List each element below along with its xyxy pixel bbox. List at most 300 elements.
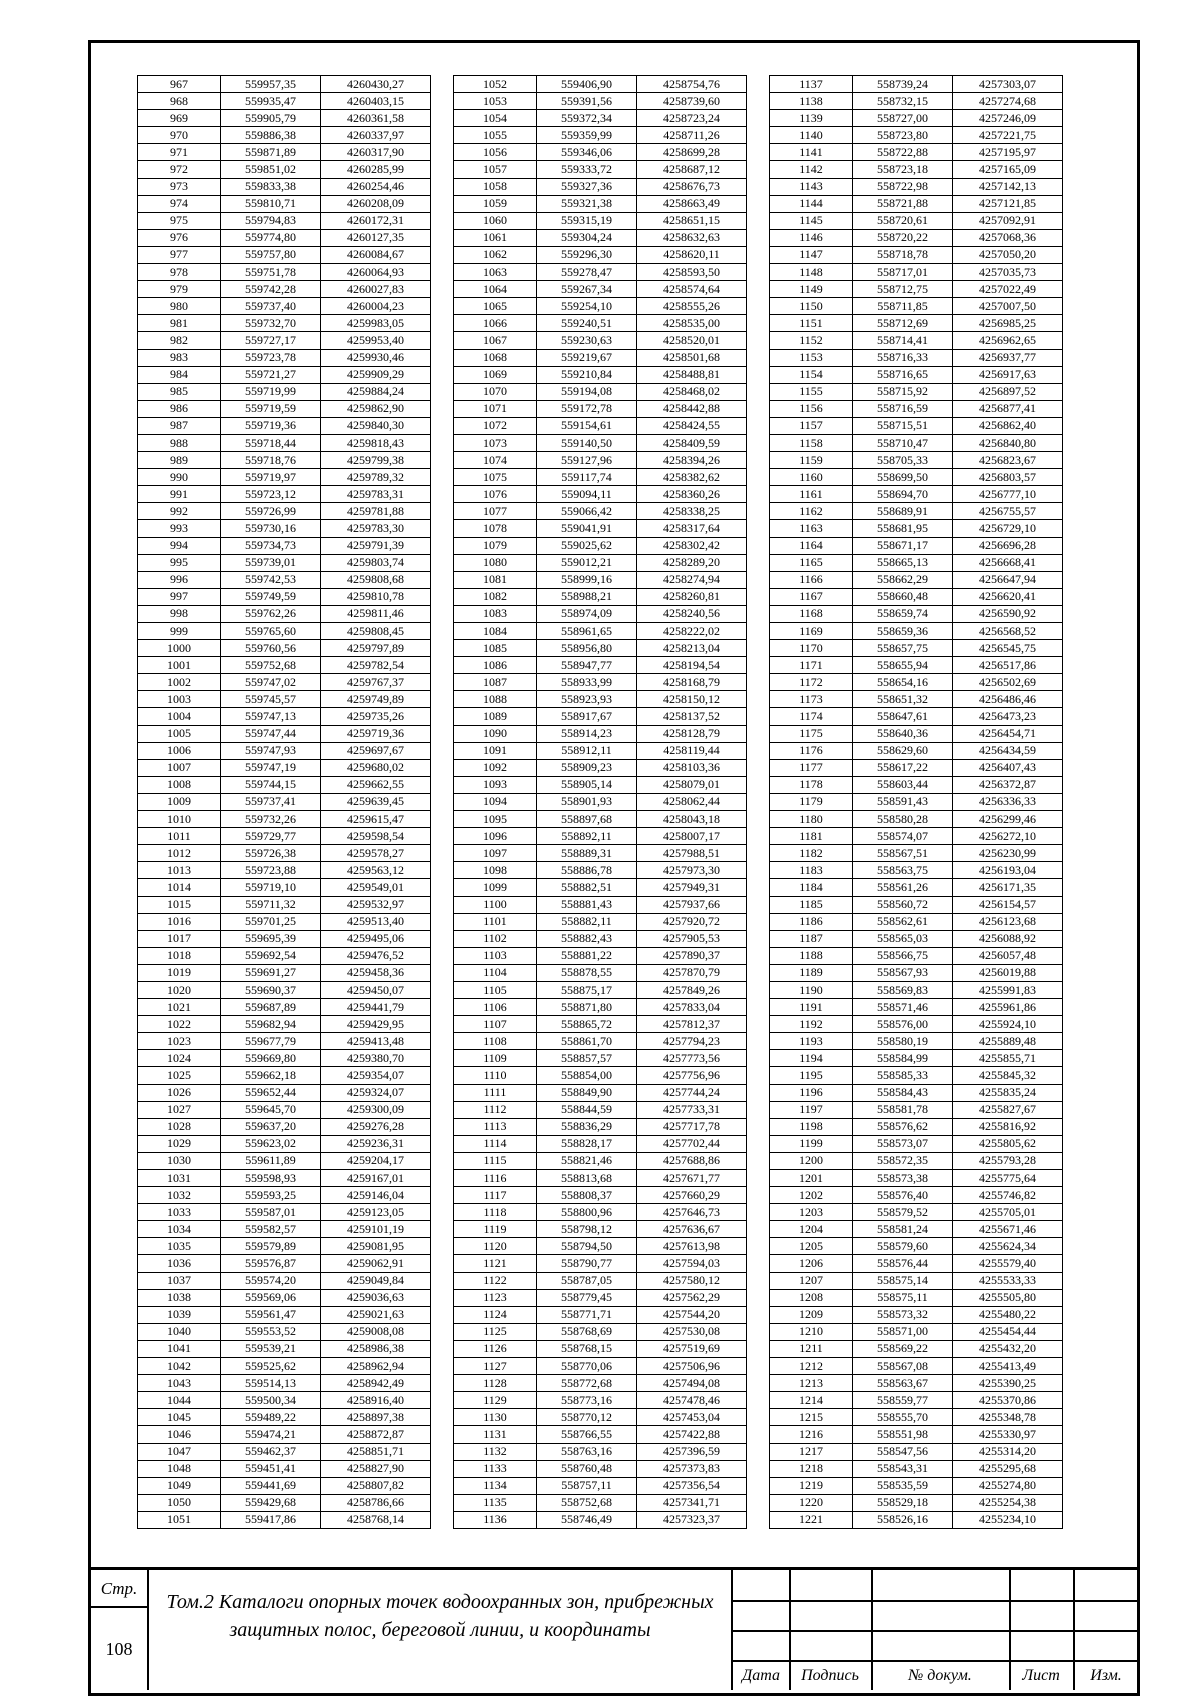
point-number: 1201: [770, 1170, 853, 1187]
x-coordinate: 558659,74: [853, 605, 953, 622]
x-coordinate: 558716,65: [853, 366, 953, 383]
table-row: [770, 828, 1063, 845]
x-coordinate: 559240,51: [537, 315, 637, 332]
point-number: 1024: [138, 1050, 221, 1067]
point-number: 1064: [454, 281, 537, 298]
table-row: [454, 811, 747, 828]
x-coordinate: 558555,70: [853, 1409, 953, 1426]
table-row: [454, 1204, 747, 1221]
x-coordinate: 559757,80: [221, 246, 321, 263]
table-row: [454, 1289, 747, 1306]
x-coordinate: 558878,55: [537, 964, 637, 981]
y-coordinate: 4258872,87: [321, 1426, 431, 1443]
y-coordinate: 4259719,36: [321, 725, 431, 742]
point-number: 1108: [454, 1033, 537, 1050]
y-coordinate: 4258768,14: [321, 1511, 431, 1528]
point-number: 1123: [454, 1289, 537, 1306]
point-number: 1094: [454, 793, 537, 810]
y-coordinate: 4257717,78: [637, 1118, 747, 1135]
x-coordinate: 558562,61: [853, 913, 953, 930]
x-coordinate: 559094,11: [537, 486, 637, 503]
x-coordinate: 559719,99: [221, 383, 321, 400]
table-row: [454, 298, 747, 315]
y-coordinate: 4259639,45: [321, 793, 431, 810]
point-number: 1060: [454, 212, 537, 229]
point-number: 1105: [454, 981, 537, 998]
x-coordinate: 559730,16: [221, 520, 321, 537]
table-row: [138, 1255, 431, 1272]
table-row: [138, 469, 431, 486]
table-row: [138, 571, 431, 588]
point-number: 993: [138, 520, 221, 537]
table-row: [138, 1340, 431, 1357]
x-coordinate: 559695,39: [221, 930, 321, 947]
x-coordinate: 559727,17: [221, 332, 321, 349]
table-row: [770, 1255, 1063, 1272]
table-row: [454, 896, 747, 913]
table-row: [454, 725, 747, 742]
point-number: 1038: [138, 1289, 221, 1306]
point-number: 1014: [138, 879, 221, 896]
point-number: 1140: [770, 127, 853, 144]
y-coordinate: 4259791,39: [321, 537, 431, 554]
table-row: [138, 1067, 431, 1084]
y-coordinate: 4256755,57: [953, 503, 1063, 520]
y-coordinate: 4255827,67: [953, 1101, 1063, 1118]
y-coordinate: 4256454,71: [953, 725, 1063, 742]
table-row: [770, 793, 1063, 810]
y-coordinate: 4258213,04: [637, 640, 747, 657]
x-coordinate: 558551,98: [853, 1426, 953, 1443]
sheet-column-label: Лист: [1022, 1667, 1060, 1684]
table-row: [138, 588, 431, 605]
x-coordinate: 559127,96: [537, 452, 637, 469]
point-number: 1154: [770, 366, 853, 383]
point-number: 1034: [138, 1221, 221, 1238]
point-number: 1203: [770, 1204, 853, 1221]
y-coordinate: 4260430,27: [321, 76, 431, 93]
table-row: [770, 1358, 1063, 1375]
x-coordinate: 558711,85: [853, 298, 953, 315]
x-coordinate: 558912,11: [537, 742, 637, 759]
y-coordinate: 4260285,99: [321, 161, 431, 178]
y-coordinate: 4258424,55: [637, 417, 747, 434]
point-number: 1012: [138, 845, 221, 862]
y-coordinate: 4256336,33: [953, 793, 1063, 810]
x-coordinate: 558526,16: [853, 1511, 953, 1528]
point-number: 1001: [138, 657, 221, 674]
table-row: [770, 161, 1063, 178]
point-number: 1069: [454, 366, 537, 383]
document-number-column-label: № докум.: [908, 1667, 972, 1684]
y-coordinate: 4257341,71: [637, 1494, 747, 1511]
y-coordinate: 4256862,40: [953, 417, 1063, 434]
x-coordinate: 559669,80: [221, 1050, 321, 1067]
point-number: 1023: [138, 1033, 221, 1050]
table-row: [138, 1152, 431, 1169]
x-coordinate: 559833,38: [221, 178, 321, 195]
x-coordinate: 558897,68: [537, 811, 637, 828]
point-number: 971: [138, 144, 221, 161]
table-row: [770, 999, 1063, 1016]
x-coordinate: 558861,70: [537, 1033, 637, 1050]
table-row: [138, 366, 431, 383]
y-coordinate: 4258723,24: [637, 110, 747, 127]
y-coordinate: 4257022,49: [953, 281, 1063, 298]
table-row: [770, 1204, 1063, 1221]
y-coordinate: 4259840,30: [321, 417, 431, 434]
x-coordinate: 558715,51: [853, 417, 953, 434]
point-number: 1153: [770, 349, 853, 366]
y-coordinate: 4257506,96: [637, 1358, 747, 1375]
point-number: 1219: [770, 1477, 853, 1494]
point-number: 1120: [454, 1238, 537, 1255]
y-coordinate: 4260254,46: [321, 178, 431, 195]
y-coordinate: 4255671,46: [953, 1221, 1063, 1238]
point-number: 1199: [770, 1135, 853, 1152]
table-row: [770, 623, 1063, 640]
table-row: [454, 657, 747, 674]
point-number: 1164: [770, 537, 853, 554]
point-number: 1004: [138, 708, 221, 725]
point-number: 1061: [454, 229, 537, 246]
table-row: [454, 776, 747, 793]
point-number: 1139: [770, 110, 853, 127]
point-number: 997: [138, 588, 221, 605]
y-coordinate: 4257303,07: [953, 76, 1063, 93]
point-number: 1015: [138, 896, 221, 913]
point-number: 1180: [770, 811, 853, 828]
y-coordinate: 4259781,88: [321, 503, 431, 520]
x-coordinate: 559752,68: [221, 657, 321, 674]
x-coordinate: 559278,47: [537, 264, 637, 281]
table-row: [770, 229, 1063, 246]
table-row: [138, 828, 431, 845]
table-row: [138, 1033, 431, 1050]
point-number: 1016: [138, 913, 221, 930]
x-coordinate: 559747,02: [221, 674, 321, 691]
signature-column-label: Подпись: [801, 1667, 859, 1684]
x-coordinate: 558671,17: [853, 537, 953, 554]
x-coordinate: 558694,70: [853, 486, 953, 503]
table-row: [138, 879, 431, 896]
y-coordinate: 4258827,90: [321, 1460, 431, 1477]
table-row: [454, 1152, 747, 1169]
x-coordinate: 558569,22: [853, 1340, 953, 1357]
point-number: 1192: [770, 1016, 853, 1033]
x-coordinate: 558603,44: [853, 776, 953, 793]
x-coordinate: 559474,21: [221, 1426, 321, 1443]
table-row: [454, 1306, 747, 1323]
point-number: 1144: [770, 195, 853, 212]
point-number: 1142: [770, 161, 853, 178]
table-row: [454, 1067, 747, 1084]
point-number: 1037: [138, 1272, 221, 1289]
grid-row-line: [733, 1630, 1139, 1632]
y-coordinate: 4258676,73: [637, 178, 747, 195]
y-coordinate: 4259983,05: [321, 315, 431, 332]
y-coordinate: 4256299,46: [953, 811, 1063, 828]
y-coordinate: 4256154,57: [953, 896, 1063, 913]
point-number: 1167: [770, 588, 853, 605]
x-coordinate: 558580,19: [853, 1033, 953, 1050]
table-row: [770, 1016, 1063, 1033]
y-coordinate: 4258555,26: [637, 298, 747, 315]
y-coordinate: 4258137,52: [637, 708, 747, 725]
y-coordinate: 4256230,99: [953, 845, 1063, 862]
point-number: 972: [138, 161, 221, 178]
x-coordinate: 559066,42: [537, 503, 637, 520]
point-number: 1168: [770, 605, 853, 622]
x-coordinate: 558705,33: [853, 452, 953, 469]
point-number: 1181: [770, 828, 853, 845]
x-coordinate: 559744,15: [221, 776, 321, 793]
table-row: [770, 1443, 1063, 1460]
x-coordinate: 559429,68: [221, 1494, 321, 1511]
table-row: [138, 1494, 431, 1511]
point-number: 983: [138, 349, 221, 366]
point-number: 1040: [138, 1323, 221, 1340]
point-number: 970: [138, 127, 221, 144]
table-row: [454, 1375, 747, 1392]
table-row: [454, 1118, 747, 1135]
point-number: 1159: [770, 452, 853, 469]
table-row: [770, 862, 1063, 879]
y-coordinate: 4256434,59: [953, 742, 1063, 759]
table-row: [138, 264, 431, 281]
table-row: [138, 845, 431, 862]
x-coordinate: 559154,61: [537, 417, 637, 434]
table-row: [770, 1460, 1063, 1477]
y-coordinate: 4257773,56: [637, 1050, 747, 1067]
table-row: [138, 1392, 431, 1409]
y-coordinate: 4258442,88: [637, 400, 747, 417]
x-coordinate: 558947,77: [537, 657, 637, 674]
point-number: 992: [138, 503, 221, 520]
x-coordinate: 558974,09: [537, 605, 637, 622]
x-coordinate: 558665,13: [853, 554, 953, 571]
x-coordinate: 558881,43: [537, 896, 637, 913]
y-coordinate: 4255991,83: [953, 981, 1063, 998]
x-coordinate: 558716,59: [853, 400, 953, 417]
x-coordinate: 559742,53: [221, 571, 321, 588]
x-coordinate: 558560,72: [853, 896, 953, 913]
table-row: [454, 1358, 747, 1375]
x-coordinate: 558567,08: [853, 1358, 953, 1375]
point-number: 1033: [138, 1204, 221, 1221]
y-coordinate: 4256668,41: [953, 554, 1063, 571]
x-coordinate: 559747,93: [221, 742, 321, 759]
point-number: 1171: [770, 657, 853, 674]
x-coordinate: 559677,79: [221, 1033, 321, 1050]
table-row: [454, 212, 747, 229]
y-coordinate: 4258851,71: [321, 1443, 431, 1460]
point-number: 1204: [770, 1221, 853, 1238]
point-number: 1067: [454, 332, 537, 349]
table-row: [770, 1306, 1063, 1323]
table-row: [138, 947, 431, 964]
point-number: 1127: [454, 1358, 537, 1375]
y-coordinate: 4256590,92: [953, 605, 1063, 622]
table-row: [770, 1238, 1063, 1255]
y-coordinate: 4255432,20: [953, 1340, 1063, 1357]
grid-row-line: [733, 1600, 1139, 1602]
y-coordinate: 4259680,02: [321, 759, 431, 776]
table-row: [454, 144, 747, 161]
x-coordinate: 559406,90: [537, 76, 637, 93]
point-number: 1053: [454, 93, 537, 110]
x-coordinate: 558752,68: [537, 1494, 637, 1511]
table-row: [454, 708, 747, 725]
x-coordinate: 559359,99: [537, 127, 637, 144]
point-number: 1157: [770, 417, 853, 434]
y-coordinate: 4259495,06: [321, 930, 431, 947]
point-number: 1176: [770, 742, 853, 759]
y-coordinate: 4255816,92: [953, 1118, 1063, 1135]
table-row: [454, 195, 747, 212]
table-row: [770, 1101, 1063, 1118]
x-coordinate: 558575,14: [853, 1272, 953, 1289]
y-coordinate: 4257937,66: [637, 896, 747, 913]
point-number: 1146: [770, 229, 853, 246]
point-number: 989: [138, 452, 221, 469]
y-coordinate: 4259563,12: [321, 862, 431, 879]
point-number: 1017: [138, 930, 221, 947]
point-number: 1076: [454, 486, 537, 503]
point-number: 1145: [770, 212, 853, 229]
x-coordinate: 558579,52: [853, 1204, 953, 1221]
x-coordinate: 558572,35: [853, 1152, 953, 1169]
table-row: [138, 640, 431, 657]
table-row: [138, 1170, 431, 1187]
table-row: [138, 383, 431, 400]
point-number: 1158: [770, 434, 853, 451]
x-coordinate: 558889,31: [537, 845, 637, 862]
y-coordinate: 4260064,93: [321, 264, 431, 281]
table-row: [770, 178, 1063, 195]
point-number: 1062: [454, 246, 537, 263]
x-coordinate: 559417,86: [221, 1511, 321, 1528]
point-number: 1084: [454, 623, 537, 640]
x-coordinate: 558662,29: [853, 571, 953, 588]
date-column-label: Дата: [742, 1667, 780, 1684]
point-number: 975: [138, 212, 221, 229]
y-coordinate: 4256272,10: [953, 828, 1063, 845]
table-row: [454, 793, 747, 810]
x-coordinate: 558770,06: [537, 1358, 637, 1375]
point-number: 1066: [454, 315, 537, 332]
y-coordinate: 4258807,82: [321, 1477, 431, 1494]
point-number: 1002: [138, 674, 221, 691]
y-coordinate: 4255390,25: [953, 1375, 1063, 1392]
x-coordinate: 559719,10: [221, 879, 321, 896]
table-row: [770, 1033, 1063, 1050]
y-coordinate: 4255775,64: [953, 1170, 1063, 1187]
point-number: 1035: [138, 1238, 221, 1255]
y-coordinate: 4255845,32: [953, 1067, 1063, 1084]
point-number: 991: [138, 486, 221, 503]
y-coordinate: 4258942,49: [321, 1375, 431, 1392]
x-coordinate: 558836,29: [537, 1118, 637, 1135]
x-coordinate: 559734,73: [221, 537, 321, 554]
y-coordinate: 4258119,44: [637, 742, 747, 759]
table-row: [454, 1187, 747, 1204]
x-coordinate: 558828,17: [537, 1135, 637, 1152]
point-number: 1056: [454, 144, 537, 161]
x-coordinate: 559539,21: [221, 1340, 321, 1357]
y-coordinate: 4259811,46: [321, 605, 431, 622]
x-coordinate: 559012,21: [537, 554, 637, 571]
table-row: [770, 1340, 1063, 1357]
table-row: [454, 691, 747, 708]
x-coordinate: 558579,60: [853, 1238, 953, 1255]
y-coordinate: 4259662,55: [321, 776, 431, 793]
table-row: [454, 1272, 747, 1289]
table-row: [454, 879, 747, 896]
y-coordinate: 4259549,01: [321, 879, 431, 896]
table-row: [454, 383, 747, 400]
y-coordinate: 4255705,01: [953, 1204, 1063, 1221]
x-coordinate: 558561,26: [853, 879, 953, 896]
y-coordinate: 4257221,75: [953, 127, 1063, 144]
x-coordinate: 559587,01: [221, 1204, 321, 1221]
x-coordinate: 559692,54: [221, 947, 321, 964]
x-coordinate: 559691,27: [221, 964, 321, 981]
point-number: 1068: [454, 349, 537, 366]
table-row: [770, 759, 1063, 776]
y-coordinate: 4257092,91: [953, 212, 1063, 229]
table-row: [138, 298, 431, 315]
y-coordinate: 4260172,31: [321, 212, 431, 229]
y-coordinate: 4259783,30: [321, 520, 431, 537]
point-number: 1078: [454, 520, 537, 537]
table-row: [454, 1033, 747, 1050]
x-coordinate: 558654,16: [853, 674, 953, 691]
x-coordinate: 559210,84: [537, 366, 637, 383]
point-number: 1093: [454, 776, 537, 793]
table-row: [770, 1152, 1063, 1169]
table-row: [454, 1135, 747, 1152]
point-number: 1170: [770, 640, 853, 657]
x-coordinate: 559346,06: [537, 144, 637, 161]
x-coordinate: 558854,00: [537, 1067, 637, 1084]
table-row: [770, 776, 1063, 793]
table-row: [770, 264, 1063, 281]
table-row: [454, 93, 747, 110]
y-coordinate: 4256372,87: [953, 776, 1063, 793]
point-number: 1030: [138, 1152, 221, 1169]
x-coordinate: 559810,71: [221, 195, 321, 212]
y-coordinate: 4259799,38: [321, 452, 431, 469]
point-number: 1089: [454, 708, 537, 725]
y-coordinate: 4255533,33: [953, 1272, 1063, 1289]
x-coordinate: 559569,06: [221, 1289, 321, 1306]
point-number: 1044: [138, 1392, 221, 1409]
y-coordinate: 4259036,63: [321, 1289, 431, 1306]
y-coordinate: 4259354,07: [321, 1067, 431, 1084]
y-coordinate: 4256696,28: [953, 537, 1063, 554]
y-coordinate: 4256193,04: [953, 862, 1063, 879]
table-row: [138, 674, 431, 691]
x-coordinate: 558547,56: [853, 1443, 953, 1460]
table-row: [138, 1204, 431, 1221]
point-number: 1052: [454, 76, 537, 93]
point-number: 1074: [454, 452, 537, 469]
y-coordinate: 4259441,79: [321, 999, 431, 1016]
point-number: 1075: [454, 469, 537, 486]
y-coordinate: 4255624,34: [953, 1238, 1063, 1255]
x-coordinate: 559737,41: [221, 793, 321, 810]
